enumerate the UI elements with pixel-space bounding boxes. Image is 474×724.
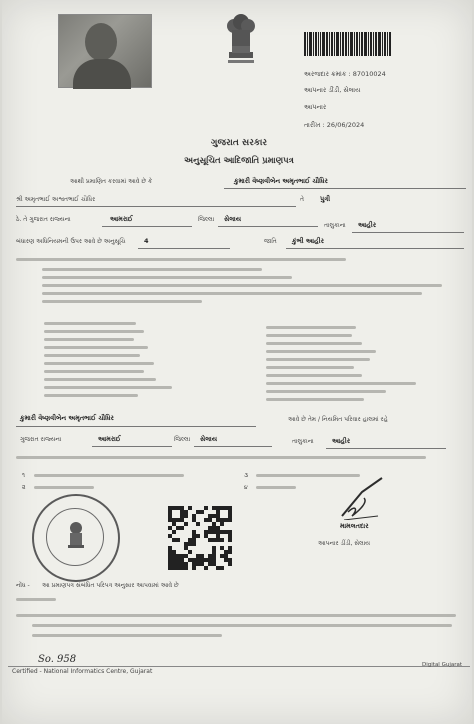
row4-underline-a	[138, 248, 230, 249]
lower-row-label: ગુજરાત રાજ્યના	[20, 436, 62, 443]
list-item-4: ૪	[244, 484, 248, 491]
row3-taluka: સેલાય	[224, 215, 242, 223]
lower-row-village: આહીર	[332, 437, 351, 445]
footer-right-text: Digital Gujarat	[422, 662, 463, 668]
lower-name-suffix: આવે છે તેમ / નિયમિત પરિવાર હાલમાં રહે	[288, 416, 388, 423]
applicant-photo	[58, 14, 152, 88]
row4-schedule: 4	[144, 237, 149, 245]
qr-code	[168, 506, 232, 570]
footer-left-text: Certified - National Informatics Centre, Gujarat	[12, 668, 153, 675]
row4-suffix: જાતિ	[264, 238, 277, 245]
photo-face	[85, 23, 117, 61]
certificate-page	[2, 0, 472, 724]
list-item-4-text	[256, 486, 296, 489]
lower-row-underline-c	[326, 448, 446, 449]
certificate-title: અનુસૂચિત આદિજાતિ પ્રમાણપત્ર	[184, 156, 294, 166]
lower-name: કુમારી વૈષ્ણવીબેન અમૃતભાઈ ચૌધિર	[20, 414, 114, 422]
row3-district: આમરાઈ	[110, 215, 133, 223]
row2-value: પુત્રી	[320, 195, 331, 203]
row2-label: શ્રી અમૃતભાઈ અશ્વતભાઈ ચૌધિર	[16, 196, 96, 203]
row1-value: કુમારી વૈષ્ણવીબેન અમૃતભાઈ ચૌધિર	[234, 177, 328, 185]
row4-tribe: કુંભી આહીર	[292, 237, 325, 245]
lower-row-mid: જિલ્લા	[174, 436, 191, 443]
row1-label: આથી પ્રમાણિત કરવામાં આવે છે કે	[70, 178, 153, 185]
row3-village: આહીર	[358, 221, 377, 229]
note-label: નોંધ -	[16, 582, 30, 589]
list-item-3: ૩	[244, 472, 248, 479]
lower-name-underline	[16, 426, 256, 427]
row3-label: ઠે. તે ગુજરાત રાજ્યના	[16, 216, 71, 223]
lower-row-underline-b	[194, 446, 272, 447]
row2-underline	[16, 206, 296, 207]
government-title: ગુજરાત સરકાર	[210, 138, 268, 148]
signatory-place: આપનાર ડીંડી, સેલાય	[318, 540, 371, 547]
row3-underline-c	[352, 232, 464, 233]
row3-underline-b	[218, 226, 318, 227]
meta-issuer: આપનાર	[304, 103, 327, 111]
list-item-1-text	[34, 474, 184, 477]
signatory-title: મામલતદાર	[340, 522, 369, 530]
list-item-1: ૧	[22, 472, 25, 479]
photo-body	[73, 59, 131, 89]
lower-row-underline-a	[92, 446, 172, 447]
row1-underline	[224, 188, 466, 189]
handwritten-note: So. 958	[38, 654, 77, 665]
official-seal	[32, 494, 120, 582]
meta-date: તારીખ : 26/06/2024	[304, 121, 365, 129]
row4-underline-b	[286, 248, 464, 249]
lower-row-end: તાલુકાના	[292, 438, 314, 445]
barcode	[304, 32, 412, 56]
signature	[338, 476, 388, 520]
note-text: આ પ્રમાણપત્ર સંબંધિત પરિપત્ર અનુસાર આપવામાં આવે છે	[42, 582, 179, 589]
list-item-2-text	[34, 486, 94, 489]
list-item-2: ૨	[22, 484, 26, 491]
row3-end-label: તાલુકાના	[324, 222, 346, 229]
meta-office: આપનાર ડીંડી, સેલાય	[304, 86, 361, 94]
row2-suffix: તે	[300, 196, 304, 203]
national-emblem-icon	[220, 8, 262, 68]
seal-emblem-icon	[64, 520, 88, 550]
meta-application-no: અરજદાર ક્રમાંક : 87010024	[304, 70, 386, 78]
lower-row-district: આમરાઈ	[98, 435, 121, 443]
lower-row-taluka: સેલાય	[200, 435, 218, 443]
row4-label: બંધારણ અધિનિયમની ઉપર આવે છે અનુસૂચિ	[16, 238, 126, 245]
row3-underline-a	[102, 226, 192, 227]
row3-mid: જિલ્લા	[198, 216, 215, 223]
